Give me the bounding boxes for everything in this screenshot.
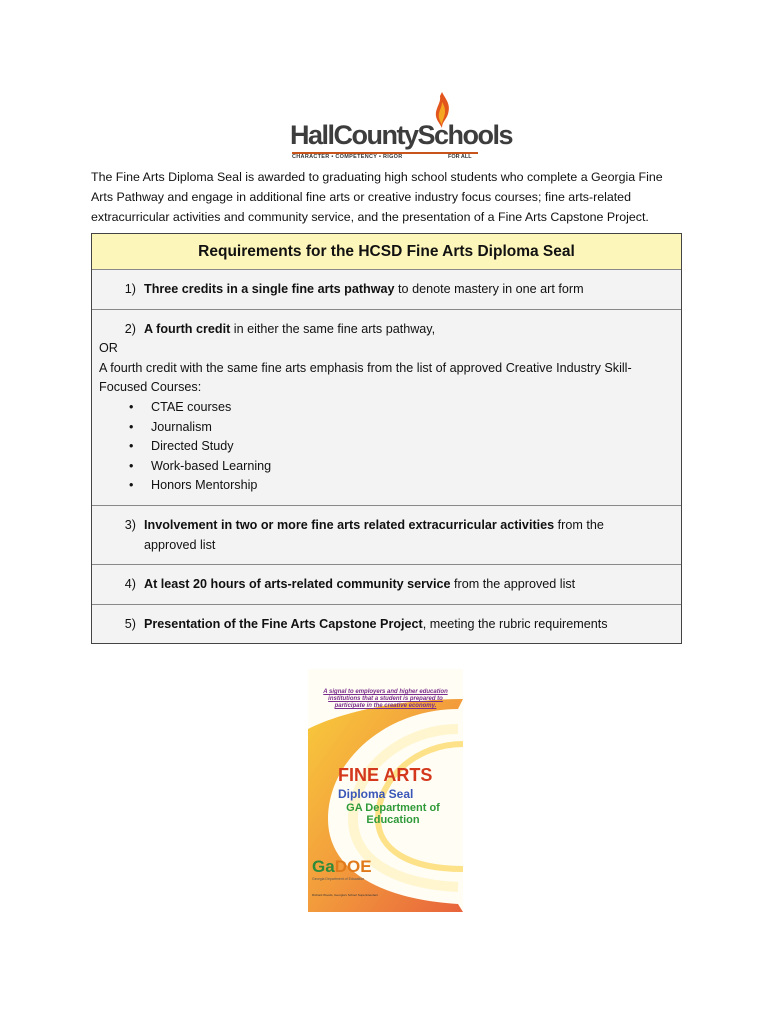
list-item: • Work-based Learning <box>119 457 673 477</box>
requirement-row-5 <box>92 605 681 644</box>
logo-for-all: FOR ALL <box>448 154 472 160</box>
gadoe-logo-subtitle: Georgia Department of Education <box>312 877 365 881</box>
requirement-text: , meeting the rubric requirements <box>422 616 608 631</box>
logo-tagline: CHARACTER • COMPETENCY • RIGOR <box>292 154 403 160</box>
requirement-number: 5) <box>124 616 136 631</box>
list-item: • Honors Mentorship <box>119 476 673 496</box>
brochure-fine-print: Richard Woods, Georgia's School Superintendent <box>312 893 379 897</box>
intro-paragraph: The Fine Arts Diploma Seal is awarded to graduating high school students who complete a Georgia Fine Arts Pathway and engage in additional fine arts or creative industry focus courses; fine arts-related extracurricular activities and community service, and the presentation of a Fine Arts Capstone Project. <box>91 170 663 224</box>
requirement-alternative: A fourth credit with the same fine arts emphasis from the list of approved Creative Industry Skill-Focused Courses: <box>99 360 632 395</box>
brochure-subtitle: Diploma Seal <box>338 787 414 801</box>
requirement-text: from the approved list <box>450 577 576 592</box>
requirement-text: in either the same fine arts pathway, <box>230 321 436 336</box>
brochure-title: FINE ARTS <box>338 765 433 785</box>
gadoe-logo-accent: DOE <box>334 857 372 876</box>
requirement-number: 1) <box>124 282 136 296</box>
requirement-row-1 <box>92 270 681 310</box>
requirement-number: 4) <box>124 577 136 592</box>
requirement-row-3 <box>92 506 681 565</box>
requirement-bold: Involvement in two or more fine arts related extracurricular activities <box>144 517 555 532</box>
requirement-row-4 <box>92 565 681 605</box>
requirements-title: Requirements for the HCSD Fine Arts Diploma Seal <box>92 234 681 270</box>
requirement-or: OR <box>99 341 118 356</box>
requirement-number: 2) <box>124 321 136 336</box>
requirement-text: from the approved list <box>144 517 604 552</box>
requirement-bold: Presentation of the Fine Arts Capstone Project <box>144 616 423 631</box>
requirement-number: 3) <box>124 517 136 532</box>
logo-name: HallCountySchools <box>290 120 513 150</box>
gadoe-logo-main: Ga <box>312 857 335 876</box>
requirement-bold: Three credits in a single fine arts pathway <box>144 282 395 296</box>
requirement-bold: At least 20 hours of arts-related community service <box>144 577 451 592</box>
requirement-text: to denote mastery in one art form <box>394 282 584 296</box>
requirement-row-2 <box>92 310 681 506</box>
list-item: • Journalism <box>119 418 673 438</box>
brochure-tagline: A signal to employers and higher education institutions that a student is prepared to participate in the creative economy. <box>323 689 448 709</box>
list-item: • CTAE courses <box>119 398 673 418</box>
gadoe-logo <box>312 857 372 877</box>
list-item: • Directed Study <box>119 437 673 457</box>
requirements-table <box>91 233 682 644</box>
brochure-department: GA Department of Education <box>346 802 440 826</box>
course-list <box>99 398 673 496</box>
requirement-bold: A fourth credit <box>144 321 231 336</box>
district-logo <box>290 92 513 160</box>
fine-arts-brochure-image <box>308 669 463 912</box>
